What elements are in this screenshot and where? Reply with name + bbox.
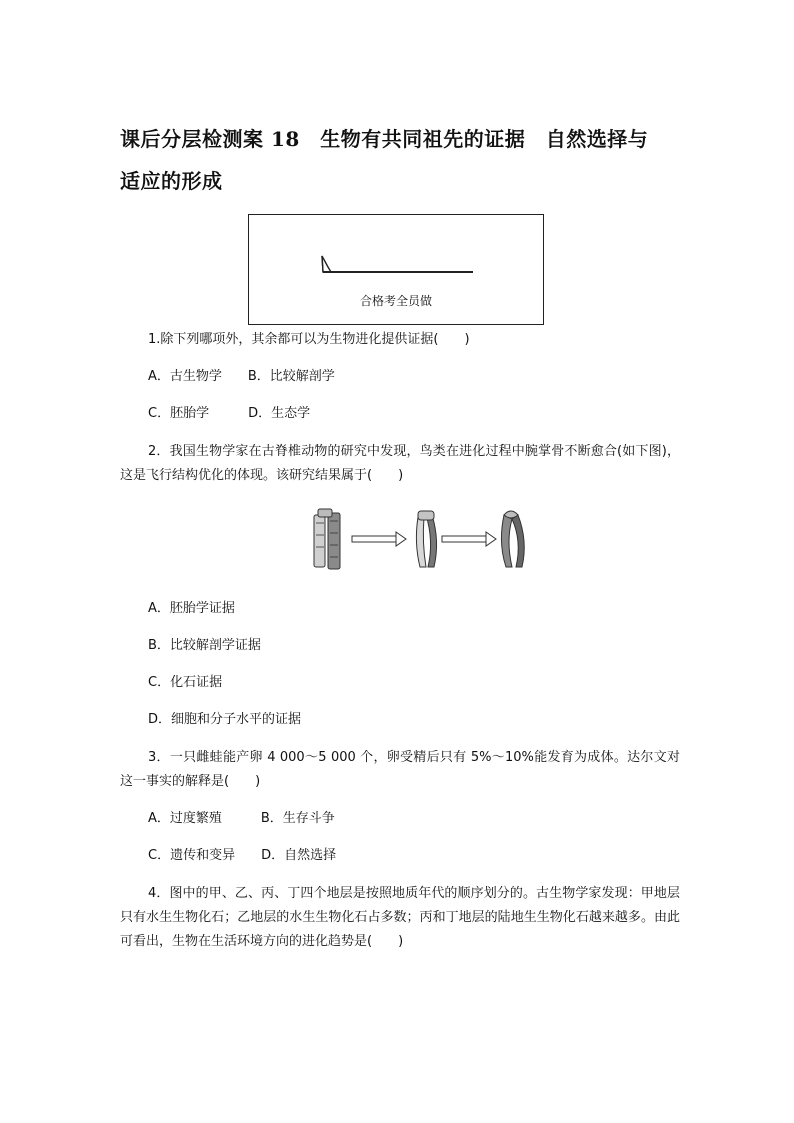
q2-option-b: B．比较解剖学证据 bbox=[148, 638, 261, 653]
q1-options-row-1: A．古生物学 B．比较解剖学 bbox=[148, 369, 335, 384]
q1-stem: 1.除下列哪项外，其余都可以为生物进化提供证据( ) bbox=[148, 332, 470, 347]
q2-option-c: C．化石证据 bbox=[148, 675, 223, 690]
q1-options-row-2: C．胚胎学 D．生态学 bbox=[148, 406, 311, 421]
q3-options-row-1: A．过度繁殖 B．生存斗争 bbox=[148, 811, 335, 826]
q3-stem: 3．一只雌蛙能产卵 4 000～5 000 个，卵受精后只有 5%～10%能发育为成体。达尔文对这一事实的解释是( ) bbox=[120, 750, 680, 789]
bone-stage-1 bbox=[314, 509, 340, 569]
q2-option-a: A．胚胎学证据 bbox=[148, 601, 235, 616]
page-title bbox=[120, 118, 700, 202]
wrist-bone-fusion-figure bbox=[300, 505, 540, 575]
banner-rule bbox=[323, 271, 473, 273]
q2-option-d: D．细胞和分子水平的证据 bbox=[148, 712, 302, 727]
title-line-2: 适应的形成 bbox=[120, 169, 223, 193]
bone-stage-2 bbox=[416, 511, 436, 567]
arrow-2 bbox=[442, 532, 496, 546]
arrow-1 bbox=[352, 532, 406, 546]
q4-stem: 4．图中的甲、乙、丙、丁四个地层是按照地质年代的顺序划分的。古生物学家发现：甲地层只有水生生物化石；乙地层的水生生物化石占多数；丙和丁地层的陆地生生物化石越来越多。由此可看出，生物在生活环境方向的进化趋势是( ) bbox=[120, 886, 680, 949]
q2-stem: 2．我国生物学家在古脊椎动物的研究中发现，鸟类在进化过程中腕掌骨不断愈合(如下图)，这是飞行结构优化的体现。该研究结果属于( ) bbox=[120, 444, 680, 483]
section-banner bbox=[248, 214, 544, 325]
title-line-1: 课后分层检测案 18 生物有共同祖先的证据 自然选择与 bbox=[120, 127, 649, 151]
banner-caption: 合格考全员做 bbox=[359, 294, 432, 308]
bone-stage-3 bbox=[501, 511, 524, 567]
q3-options-row-2: C．遗传和变异 D．自然选择 bbox=[148, 848, 337, 863]
